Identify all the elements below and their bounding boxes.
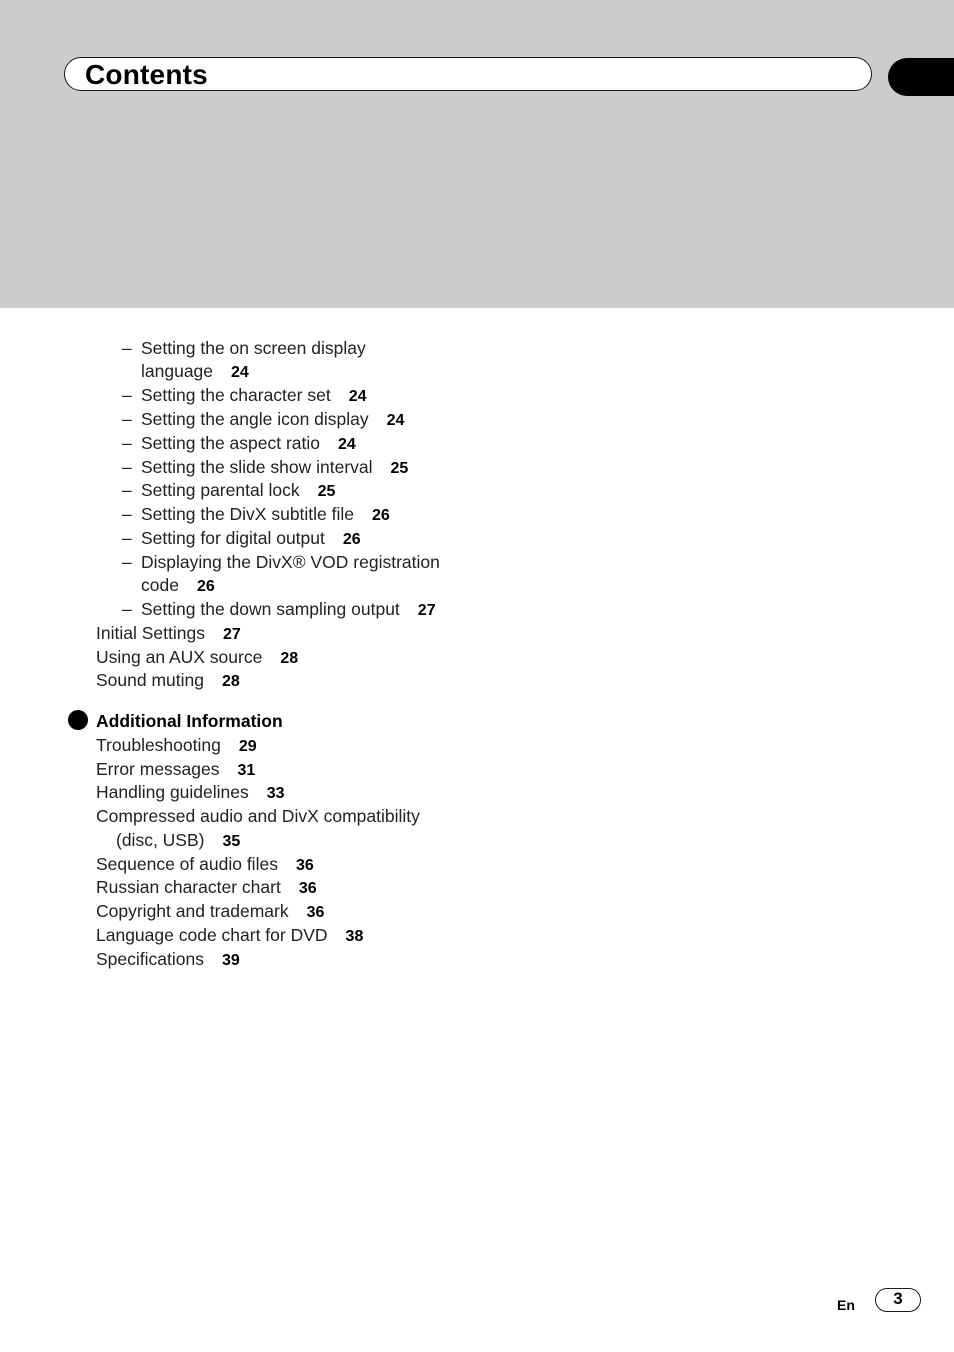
toc-entry-specifications[interactable] xyxy=(96,947,240,973)
toc-entry-osd-language[interactable]: – Setting the on screen display xyxy=(122,338,366,358)
toc-entry-sound-muting[interactable] xyxy=(96,668,240,694)
toc-page-number: 39 xyxy=(221,952,240,969)
toc-entry-label: (disc, USB) xyxy=(116,830,205,850)
toc-page-number: 24 xyxy=(338,436,356,453)
toc-page-number: 27 xyxy=(417,602,436,619)
toc-entry-label: Setting the aspect ratio xyxy=(141,433,320,453)
toc-entry-label: Language code chart for DVD xyxy=(96,925,328,945)
toc-entry-label: Russian character chart xyxy=(96,877,281,897)
toc-entry-label: Setting the down sampling output xyxy=(141,599,400,619)
toc-entry-osd-language-cont[interactable] xyxy=(141,359,249,385)
toc-page-number: 36 xyxy=(295,857,314,874)
toc-page-number: 33 xyxy=(266,785,285,802)
toc-entry-handling-guidelines[interactable] xyxy=(96,780,285,806)
toc-entry-label: Setting the DivX subtitle file xyxy=(141,504,355,524)
toc-entry-aspect-ratio[interactable]: – Setting the aspect ratio 24 xyxy=(122,433,356,453)
toc-page-number: 31 xyxy=(237,762,256,779)
section-tab-marker xyxy=(888,58,954,96)
toc-entry-russian-chart[interactable] xyxy=(96,875,317,901)
header-band xyxy=(0,0,954,308)
toc-entry-label: Compressed audio and DivX compatibility xyxy=(96,806,420,826)
footer-page-number: 3 xyxy=(875,1288,921,1312)
toc-entry-label: Setting the slide show interval xyxy=(141,457,373,477)
toc-page-number: 28 xyxy=(280,650,299,667)
contents-title-frame xyxy=(64,57,872,91)
toc-entry-label: Setting parental lock xyxy=(141,480,300,500)
toc-page-number: 35 xyxy=(222,833,241,850)
toc-page-number: 36 xyxy=(298,880,317,897)
toc-entry-language-code[interactable] xyxy=(96,923,363,949)
toc-entry-divx-subtitle[interactable]: – Setting the DivX subtitle file 26 xyxy=(122,504,390,524)
toc-page-number: 26 xyxy=(196,578,215,595)
toc-entry-troubleshooting[interactable] xyxy=(96,733,257,759)
toc-page-number: 25 xyxy=(390,460,409,477)
toc-page-number: 29 xyxy=(238,738,257,755)
toc-entry-copyright[interactable] xyxy=(96,899,324,925)
toc-page-number: 25 xyxy=(317,483,336,500)
toc-entry-label: Setting the angle icon display xyxy=(141,409,369,429)
toc-entry-label: language xyxy=(141,361,214,381)
toc-entry-label: Setting the character set xyxy=(141,385,331,405)
toc-entry-down-sampling[interactable]: – Setting the down sampling output 27 xyxy=(122,599,436,619)
toc-entry-label: Troubleshooting xyxy=(96,735,221,755)
toc-entry-angle-icon[interactable]: – Setting the angle icon display 24 xyxy=(122,409,405,429)
toc-page-number: 26 xyxy=(372,507,390,524)
toc-entry-initial-settings[interactable] xyxy=(96,621,241,647)
toc-entry-label: Displaying the DivX® VOD registration xyxy=(141,552,440,572)
toc-entry-label: Using an AUX source xyxy=(96,647,263,667)
toc-page-number: 36 xyxy=(306,904,325,921)
section-heading[interactable]: Additional Information xyxy=(96,711,283,731)
toc-entry-label: Sequence of audio files xyxy=(96,854,278,874)
toc-entry-label: Specifications xyxy=(96,949,204,969)
toc-entry-compressed-audio[interactable] xyxy=(96,804,420,828)
toc-entry-parental-lock[interactable]: – Setting parental lock 25 xyxy=(122,480,336,500)
toc-entry-divx-vod-cont[interactable] xyxy=(141,573,215,599)
toc-entry-label: Handling guidelines xyxy=(96,782,249,802)
section-bullet-icon xyxy=(68,710,88,730)
toc-entry-label: Error messages xyxy=(96,759,220,779)
toc-entry-label: Initial Settings xyxy=(96,623,205,643)
toc-entry-label: Sound muting xyxy=(96,670,204,690)
toc-entry-compressed-audio-cont[interactable] xyxy=(116,828,240,854)
toc-entry-label: Setting for digital output xyxy=(141,528,325,548)
toc-page-number: 24 xyxy=(231,364,249,381)
toc-page-number: 38 xyxy=(345,928,364,945)
toc-page-number: 26 xyxy=(342,531,361,548)
toc-entry-label: Setting the on screen display xyxy=(141,338,366,358)
toc-entry-divx-vod[interactable]: – Displaying the DivX® VOD registration xyxy=(122,552,440,572)
toc-entry-label: Copyright and trademark xyxy=(96,901,289,921)
toc-page-number: 27 xyxy=(222,626,241,643)
toc-page-number: 24 xyxy=(348,388,367,405)
footer-language: En xyxy=(837,1297,855,1313)
page-title: Contents xyxy=(85,59,208,90)
toc-page-number: 24 xyxy=(386,412,405,429)
toc-entry-slide-show[interactable]: – Setting the slide show interval 25 xyxy=(122,457,409,477)
toc-page-number: 28 xyxy=(222,673,240,690)
toc-entry-digital-output[interactable]: – Setting for digital output 26 xyxy=(122,528,361,548)
toc-entry-label: code xyxy=(141,575,179,595)
toc-entry-character-set[interactable]: – Setting the character set 24 xyxy=(122,385,367,405)
